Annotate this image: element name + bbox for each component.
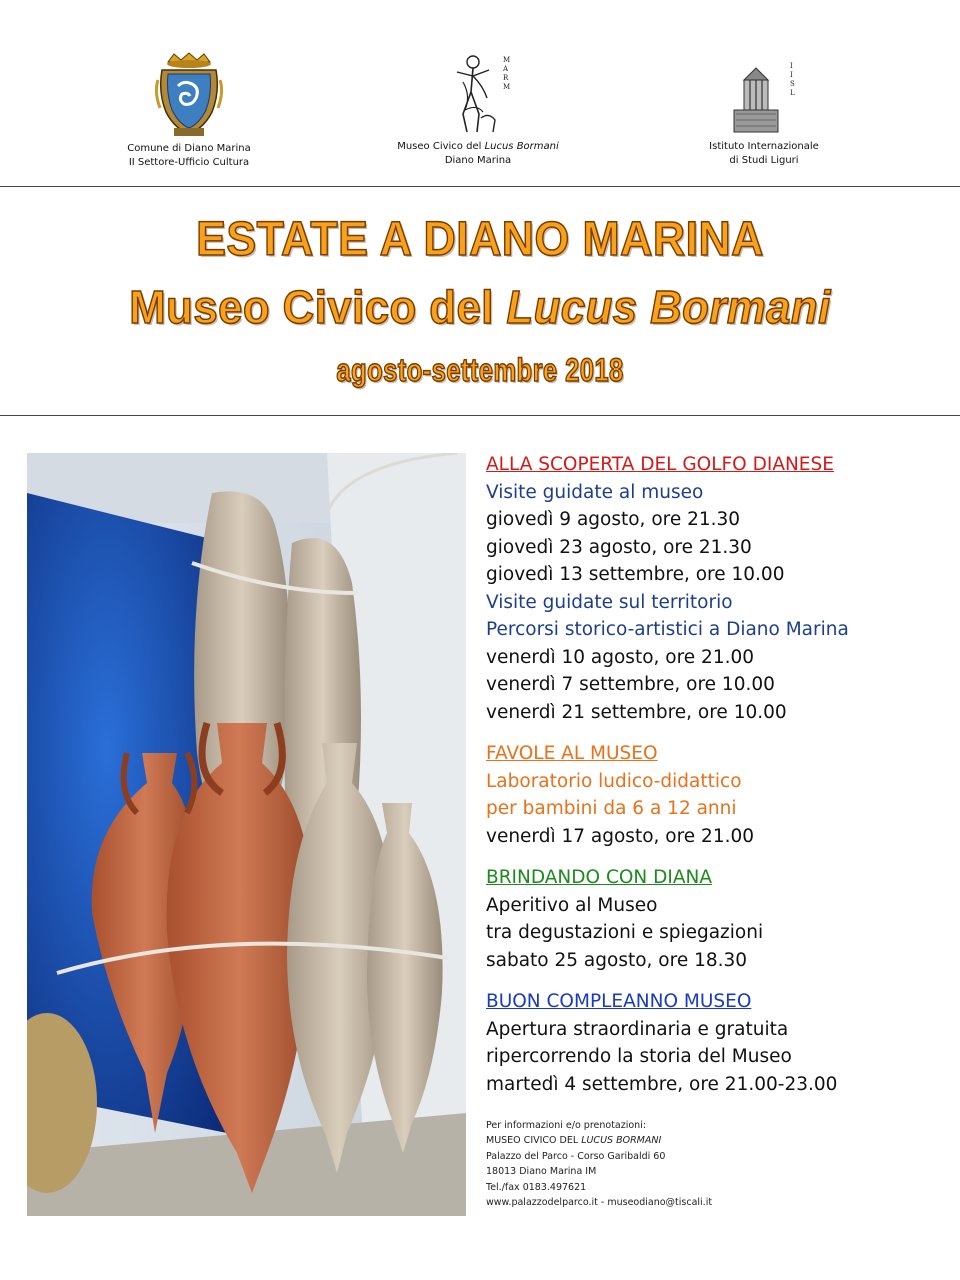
section-golfo-sub2: Visite guidate sul territorio: [486, 591, 733, 613]
monument-icon: [724, 58, 804, 136]
info-intro: Per informazioni e/o prenotazioni:: [486, 1120, 647, 1131]
section-golfo: [486, 451, 946, 726]
logo-iisl-line2: di Studi Liguri: [729, 155, 799, 166]
section-compleanno-line1: Apertura straordinaria e gratuita: [486, 1018, 789, 1040]
date-line: venerdì 10 agosto, ore 21.00: [486, 646, 755, 668]
bottom-divider: [0, 415, 960, 416]
date-line: venerdì 17 agosto, ore 21.00: [486, 825, 755, 847]
logo-comune: [118, 52, 260, 170]
program-list: [486, 451, 946, 1112]
top-divider: [0, 186, 960, 187]
section-favole-sub1: Laboratorio ludico-didattico: [486, 770, 742, 792]
section-brindando-line1: Aperitivo al Museo: [486, 894, 658, 916]
logo-museo-line1: Museo Civico del Lucus Bormani: [397, 141, 559, 152]
iisl-seal-letters: I I S L: [790, 62, 795, 97]
logo-museo: [390, 52, 566, 168]
amphorae-photo: [27, 453, 466, 1216]
info-address: Palazzo del Parco - Corso Garibaldi 60: [486, 1150, 666, 1162]
contact-info: [486, 1118, 712, 1210]
logo-comune-line1: Comune di Diano Marina: [127, 143, 251, 154]
logo-iisl: [694, 58, 834, 168]
date-line: giovedì 9 agosto, ore 21.30: [486, 509, 741, 530]
section-brindando: [486, 864, 946, 974]
title-estate: ESTATE A DIANO MARINA: [196, 213, 764, 266]
date-line: martedì 4 settembre, ore 21.00-23.00: [486, 1073, 838, 1095]
section-compleanno: [486, 988, 946, 1098]
info-web-email[interactable]: www.palazzodelparco.it - museodiano@tiscali.it: [486, 1197, 713, 1209]
section-golfo-sub1: Visite guidate al museo: [486, 481, 704, 503]
logo-iisl-line1: Istituto Internazionale: [709, 141, 819, 152]
amphorae-illustration: [27, 453, 466, 1216]
section-compleanno-heading: BUON COMPLEANNO MUSEO: [486, 991, 752, 1012]
info-city: 18013 Diano Marina IM: [486, 1166, 597, 1178]
date-line: venerdì 7 settembre, ore 10.00: [486, 674, 775, 695]
section-golfo-sub3: Percorsi storico-artistici a Diano Marina: [486, 619, 849, 640]
date-line: sabato 25 agosto, ore 18.30: [486, 949, 748, 971]
section-brindando-line2: tra degustazioni e spiegazioni: [486, 922, 764, 943]
section-compleanno-line2: ripercorrendo la storia del Museo: [486, 1046, 792, 1067]
logo-comune-line2: II Settore-Ufficio Cultura: [128, 157, 250, 168]
title-museo: Museo Civico del Lucus Bormani: [129, 281, 831, 333]
info-phone: Tel./fax 0183.497621: [486, 1181, 587, 1193]
logo-museo-line2: Diano Marina: [444, 155, 512, 166]
date-line: giovedì 23 agosto, ore 21.30: [486, 536, 752, 558]
title-dates: agosto-settembre 2018: [336, 352, 624, 388]
diana-statue-icon: [443, 52, 513, 136]
section-favole: [486, 740, 946, 850]
date-line: venerdì 21 settembre, ore 10.00: [486, 701, 787, 723]
coat-of-arms-icon: [154, 52, 224, 138]
info-museum: MUSEO CIVICO DEL LUCUS BORMANI: [486, 1135, 662, 1147]
section-golfo-heading: ALLA SCOPERTA DEL GOLFO DIANESE: [486, 454, 834, 475]
museo-seal-letters: M A R M: [503, 56, 511, 91]
section-favole-sub2: per bambini da 6 a 12 anni: [486, 798, 737, 819]
section-brindando-heading: BRINDANDO CON DIANA: [486, 867, 712, 888]
section-favole-heading: FAVOLE AL MUSEO: [486, 743, 658, 764]
date-line: giovedì 13 settembre, ore 10.00: [486, 564, 785, 585]
